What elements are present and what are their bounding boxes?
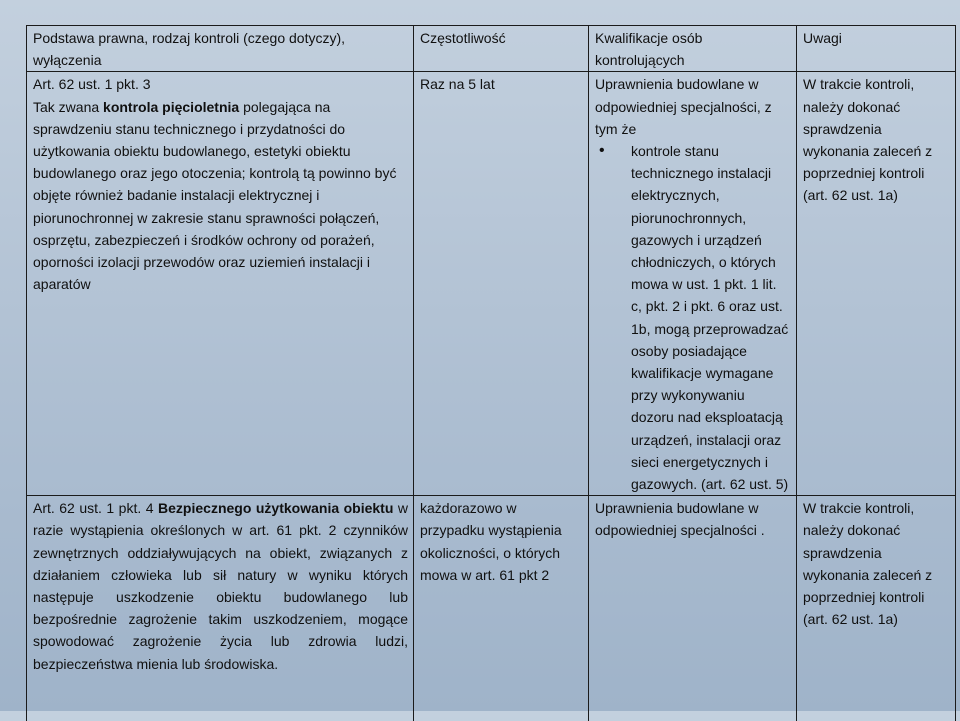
- header-notes: Uwagi: [797, 26, 956, 72]
- table-row: [27, 72, 956, 496]
- frequency-cell: Raz na 5 lat: [414, 72, 589, 496]
- notes-cell: W trakcie kontroli, należy dokonać sprawdzenia wykonania zaleceń z poprzedniej kontroli (art. 62 ust. 1a): [797, 496, 956, 721]
- legal-basis-cell: [27, 72, 414, 496]
- qualifications-list: [595, 140, 791, 495]
- qualifications-intro: Uprawnienia budowlane w odpowiedniej specjalności, z tym że: [595, 76, 772, 137]
- legal-basis-text: polegająca na sprawdzeniu stanu technicznego i przydatności do użytkowania obiektu budowlanego, estetyki obiektu budowlanego oraz jego otoczenia; kontrolą tą powinno być objęte również badanie instalacji elektrycznej i piorunochronnej w zakresie stanu sprawności połączeń, osprzętu, zabezpieczeń i środków ochrony od porażeń, oporności izolacji przewodów oraz uziemień instalacji i aparatów: [33, 98, 397, 293]
- header-legal-basis: Podstawa prawna, rodzaj kontroli (czego dotyczy), wyłączenia: [27, 26, 414, 72]
- legal-basis-cell: [27, 496, 414, 721]
- inspection-type: Bezpiecznego użytkowania obiektu: [158, 500, 394, 517]
- notes-cell: W trakcie kontroli, należy dokonać sprawdzenia wykonania zaleceń z poprzedniej kontroli (art. 62 ust. 1a): [797, 72, 956, 496]
- inspection-table: [26, 25, 956, 721]
- table-row: [27, 496, 956, 721]
- list-item: • kontrole stanu technicznego instalacji elektrycznych, piorunochronnych, gazowych i urządzeń chłodniczych, o których mowa w ust. 1 pkt. 1 lit. c, pkt. 2 i pkt. 6 oraz ust. 1b, mogą przeprowadzać osoby posiadające kwalifikacje wymagane przy wykonywaniu dozoru nad eksploatacją urządzeń, instalacji oraz sieci energetycznych i gazowych. (art. 62 ust. 5): [595, 140, 791, 495]
- legal-basis-text: w razie wystąpienia określonych w art. 61 pkt. 2 czynników zewnętrznych oddziaływujących na obiekt, związanych z działaniem człowieka lub sił natury w wyniku których następuje uszkodzenie obiektu budowlanego lub bezpośrednie zagrożenie takim uszkodzeniem, mogące spowodować zagrożenie życia lub zdrowia ludzi, bezpieczeństwa mienia lub środowiska.: [33, 500, 409, 672]
- qualifications-cell: [589, 72, 797, 496]
- frequency-cell: każdorazowo w przypadku wystąpienia okoliczności, o których mowa w art. 61 pkt 2: [414, 496, 589, 721]
- header-frequency: Częstotliwość: [414, 26, 589, 72]
- legal-basis-reference: Art. 62 ust. 1 pkt. 4: [33, 500, 159, 517]
- legal-basis-intro: Tak zwana: [33, 98, 104, 115]
- qualifications-cell: Uprawnienia budowlane w odpowiedniej specjalności .: [589, 496, 797, 721]
- legal-basis-reference: Art. 62 ust. 1 pkt. 3: [33, 76, 151, 93]
- header-row: [27, 26, 956, 72]
- header-qualifications: Kwalifikacje osób kontrolujących: [589, 26, 797, 72]
- legal-basis-description: [33, 96, 408, 296]
- inspection-type: kontrola pięcioletnia: [103, 98, 240, 115]
- inspection-table-container: [26, 25, 956, 721]
